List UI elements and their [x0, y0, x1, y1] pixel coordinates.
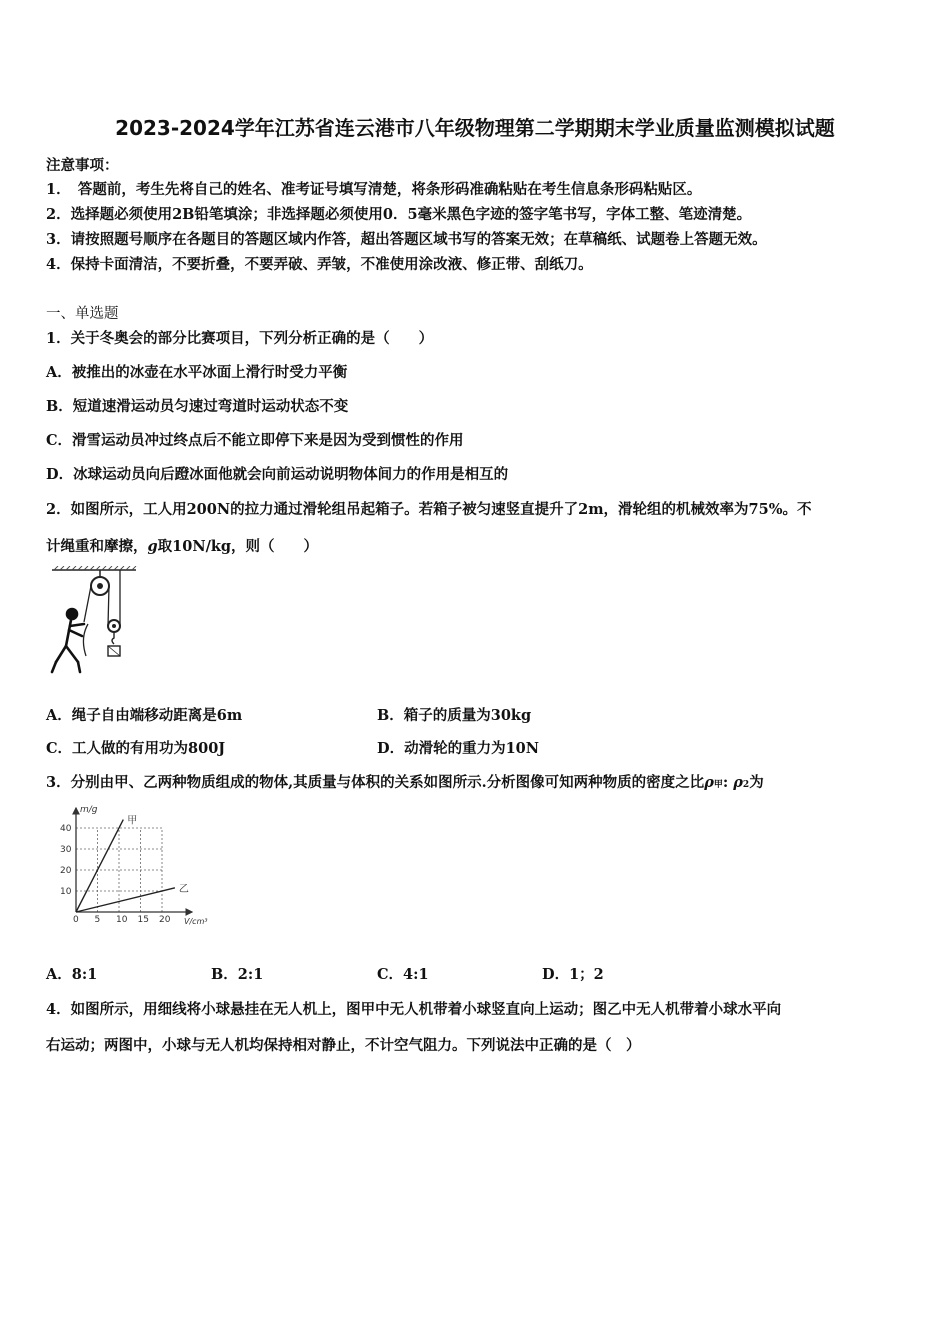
q2-option-c: C．工人做的有用功为800J: [46, 740, 226, 757]
y-tick-label: 20: [60, 866, 72, 876]
q2-option-a: A．绳子自由端移动距离是6m: [46, 707, 243, 724]
q1-stem: 1．关于冬奥会的部分比赛项目，下列分析正确的是（ ）: [46, 330, 434, 347]
q2-option-d: D．动滑轮的重力为10N: [377, 740, 540, 757]
x-axis-label: V/cm³: [184, 917, 208, 926]
x-tick-label: 15: [137, 915, 149, 925]
x-tick-label: 0: [73, 915, 79, 925]
notice-heading: 注意事项：: [46, 157, 119, 174]
notice-item-2: 2．选择题必须使用2B铅笔填涂；非选择题必须使用0．5毫米黑色字迹的签字笔书写，字体工整、笔迹清楚。: [46, 206, 752, 223]
notice-item-3: 3．请按照题号顺序在各题目的答题区域内作答，超出答题区域书写的答案无效；在草稿纸、试题卷上答题无效。: [46, 231, 767, 248]
q1-option-a: A．被推出的冰壶在水平冰面上滑行时受力平衡: [46, 364, 348, 381]
mass-volume-chart: [50, 800, 218, 928]
series-label-yi: 乙: [178, 883, 189, 895]
rope: [83, 570, 120, 656]
x-tick-label: 5: [94, 915, 101, 925]
x-tick-label: 20: [159, 915, 171, 925]
series-label-jia: 甲: [127, 815, 138, 827]
q2-option-b: B．箱子的质量为30kg: [377, 707, 532, 724]
q4-stem-line1: 4．如图所示，用细线将小球悬挂在无人机上，图甲中无人机带着小球竖直向上运动；图乙中无人机带着小球水平向: [46, 1001, 782, 1018]
q3-stem: [46, 771, 764, 792]
y-tick-label: 30: [60, 845, 72, 855]
q3-option-d: D．1；2: [542, 966, 604, 983]
ceiling-beam: [52, 566, 136, 570]
page-title: 2023-2024学年江苏省连云港市八年级物理第二学期期末学业质量监测模拟试题: [115, 116, 835, 140]
notice-item-4: 4．保持卡面清洁，不要折叠，不要弄破、弄皱，不准使用涂改液、修正带、刮纸刀。: [46, 256, 593, 273]
x-tick-label: 10: [116, 915, 128, 925]
q2-stem-part-a: 计绳重和摩擦，: [46, 538, 148, 555]
q3-sub-jia: 甲: [713, 780, 723, 790]
worker-figure: [52, 609, 84, 672]
q3-rho2: ρ: [728, 774, 743, 791]
q4-stem-line2: 右运动；两图中，小球与无人机均保持相对静止，不计空气阻力。下列说法中正确的是（ ）: [46, 1037, 641, 1054]
y-tick-label: 40: [60, 824, 72, 834]
q1-option-d: D．冰球运动员向后蹬冰面他就会向前运动说明物体间力的作用是相互的: [46, 466, 509, 483]
q3-rho: ρ: [704, 774, 714, 791]
series-line-yi: [76, 888, 175, 912]
chart-series: [76, 815, 189, 912]
notice-item-1: 1． 答题前，考生先将自己的姓名、准考证号填写清楚，将条形码准确粘贴在考生信息条形码粘贴区。: [46, 181, 702, 198]
q1-option-c: C．滑雪运动员冲过终点后不能立即停下来是因为受到惯性的作用: [46, 432, 464, 449]
q2-stem-line2: [46, 535, 318, 556]
q1-option-b: B．短道速滑运动员匀速过弯道时运动状态不变: [46, 398, 349, 415]
q3-tail: 为: [749, 774, 764, 791]
y-tick-label: 10: [60, 887, 72, 897]
q3-stem-text: 3．分别由甲、乙两种物质组成的物体,其质量与体积的关系如图所示.分析图像可知两种物质的密度之比: [46, 774, 705, 791]
q3-colon: :: [722, 774, 729, 791]
q2-stem-part-b: 取10N/kg，则（ ）: [157, 538, 319, 555]
section-heading: 一、单选题: [46, 306, 119, 322]
fixed-pulley: [91, 570, 109, 595]
movable-pulley: [108, 620, 120, 644]
series-line-jia: [76, 820, 123, 912]
q2-stem-line1: 2．如图所示，工人用200N的拉力通过滑轮组吊起箱子。若箱子被匀速竖直提升了2m，滑轮组的机械效率为75%。不: [46, 501, 812, 518]
q3-option-b: B．2:1: [211, 966, 264, 983]
q3-option-c: C．4:1: [377, 966, 429, 983]
pulley-figure: [44, 566, 144, 678]
q3-sub-2: 2: [742, 780, 750, 790]
q2-g-symbol: g: [147, 538, 158, 555]
q3-option-a: A．8:1: [46, 966, 98, 983]
y-axis-label: m/g: [80, 805, 98, 815]
chart-grid: [76, 828, 162, 912]
